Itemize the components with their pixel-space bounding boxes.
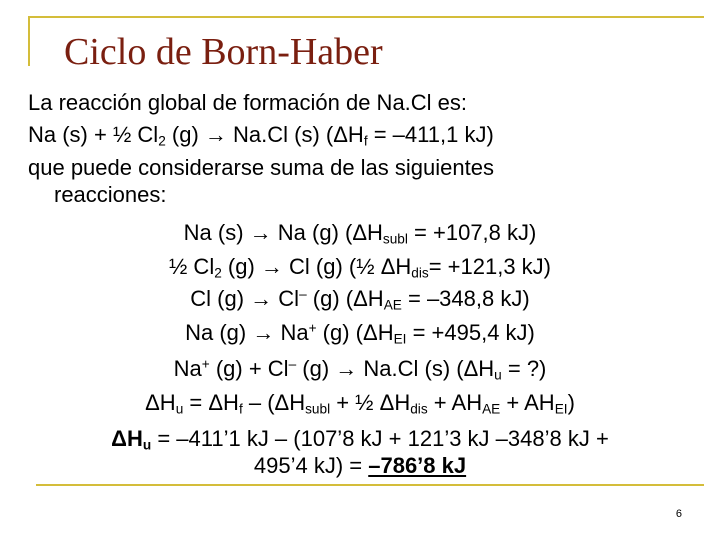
reaction-part: = ?) xyxy=(501,356,547,381)
superscript: + xyxy=(308,320,317,336)
subscript: 2 xyxy=(158,133,166,149)
hess-sum-equation xyxy=(0,390,720,416)
bottom-rule xyxy=(36,484,704,486)
equation-part: ) xyxy=(567,390,575,415)
superscript: – xyxy=(288,356,297,372)
superscript: – xyxy=(299,286,307,302)
reaction-part: Na xyxy=(173,356,202,381)
subscript: subl xyxy=(305,401,331,417)
subscript: subl xyxy=(382,231,408,247)
subscript: 2 xyxy=(214,265,222,281)
reaction-part: = –348,8 kJ) xyxy=(401,286,530,311)
reaction-ionization xyxy=(0,320,720,346)
superscript: + xyxy=(201,356,210,372)
subscript: u xyxy=(175,401,184,417)
subscript: AE xyxy=(383,297,402,313)
subscript: f xyxy=(238,401,243,417)
reaction-part: = +107,8 kJ) xyxy=(407,220,537,245)
reaction-part: ½ Cl xyxy=(168,254,215,279)
reaction-lattice xyxy=(0,356,720,382)
final-result: –786’8 kJ xyxy=(368,453,467,478)
delta-h-label: ΔH xyxy=(111,426,143,451)
subscript: EI xyxy=(554,401,568,417)
reaction-dissociation xyxy=(0,254,720,280)
reaction-part: (g) → Na.Cl (s) (ΔH xyxy=(296,356,495,381)
global-reaction-part: = –411,1 kJ) xyxy=(367,122,494,147)
reaction-part: = +121,3 kJ) xyxy=(428,254,552,279)
subscript: EI xyxy=(393,331,407,347)
reaction-part: Na (s) → Na (g) (ΔH xyxy=(183,220,383,245)
reaction-part: Na (g) → Na xyxy=(185,320,309,345)
subscript: AE xyxy=(482,401,501,417)
global-reaction xyxy=(28,122,494,148)
reaction-part: (g) (ΔH xyxy=(306,286,384,311)
left-rule xyxy=(28,16,30,66)
calculation-part: 495’4 kJ) = xyxy=(253,453,369,478)
slide-title: Ciclo de Born-Haber xyxy=(64,31,383,73)
reaction-part: (g) → Cl (g) (½ ΔH xyxy=(221,254,412,279)
equation-part: + AH xyxy=(427,390,483,415)
calculation-symbol xyxy=(111,426,151,451)
reaction-part: Cl (g) → Cl xyxy=(190,286,300,311)
calculation-result-line xyxy=(0,453,720,479)
subscript: u xyxy=(142,437,152,453)
reaction-part: = +495,4 kJ) xyxy=(406,320,535,345)
top-rule xyxy=(28,16,704,18)
global-reaction-part: Na (s) + ½ Cl xyxy=(28,122,159,147)
equation-part: + ½ ΔH xyxy=(330,390,411,415)
reaction-part: (g) (ΔH xyxy=(316,320,394,345)
equation-part: ΔH xyxy=(145,390,176,415)
equation-part: – (ΔH xyxy=(242,390,306,415)
equation-part: = ΔH xyxy=(183,390,239,415)
subscript: dis xyxy=(411,265,429,281)
reaction-sublimation xyxy=(0,220,720,246)
subscript: u xyxy=(494,367,502,383)
reaction-part: (g) + Cl xyxy=(209,356,289,381)
calculation-line xyxy=(0,426,720,452)
equation-part: + AH xyxy=(500,390,555,415)
description-line: reacciones: xyxy=(54,182,167,207)
description-line: que puede considerarse suma de las siguientes xyxy=(28,155,494,180)
reaction-electron-affinity xyxy=(0,286,720,312)
intro-line: La reacción global de formación de Na.Cl es: xyxy=(28,90,468,115)
subscript: f xyxy=(363,133,368,149)
calculation-part: = –411’1 kJ – (107’8 kJ + 121’3 kJ –348’8 kJ + xyxy=(151,426,609,451)
global-reaction-part: (g) → Na.Cl (s) (ΔH xyxy=(165,122,364,147)
page-number: 6 xyxy=(675,508,682,520)
subscript: dis xyxy=(410,401,428,417)
